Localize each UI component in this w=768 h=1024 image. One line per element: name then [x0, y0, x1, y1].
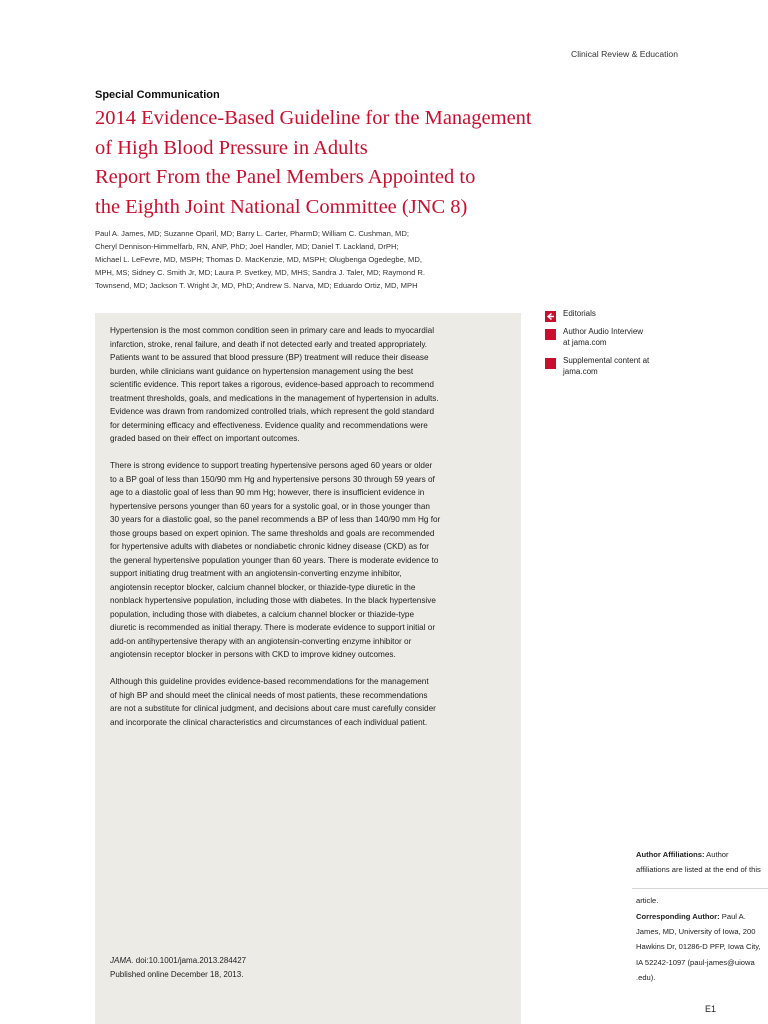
- abstract-line: nonblack hypertensive population, including those with diabetes. In the black hypertensive: [110, 596, 436, 605]
- author-line: Michael L. LeFevre, MD, MSPH; Thomas D. MacKenzie, MD, MSPH; Olugbenga Ogedegbe, MD,: [95, 255, 422, 265]
- abstract-line: treatment thresholds, goals, and medications in the management of hypertension in adults.: [110, 393, 439, 403]
- abstract-line: graded based on their effect on important outcomes.: [110, 434, 300, 443]
- title-line: Report From the Panel Members Appointed to: [95, 166, 476, 188]
- abstract-line: add-on antihypertensive therapy with an angiotensin-converting enzyme inhibitor or: [110, 636, 412, 646]
- doi-text[interactable]: doi:10.1001/jama.2013.284427: [133, 956, 247, 965]
- affil-label: Author Affiliations:: [636, 850, 705, 859]
- abstract-line: infarction, stroke, renal failure, and death if not detected early and treated appropriately.: [110, 339, 428, 349]
- supplement-icon: [545, 358, 556, 369]
- author-line: Cheryl Dennison-Himmelfarb, RN, ANP, PhD; Joel Handler, MD; Daniel T. Lackland, DrPH;: [95, 242, 399, 252]
- abstract-line: angiotensin receptor blocker in persons with CKD to improve kidney outcomes.: [110, 650, 396, 659]
- corr-email-line[interactable]: IA 52242-1097 (paul-james@uiowa: [636, 957, 755, 967]
- abstract-line: support initiating drug treatment with an angiotensin-converting enzyme inhibitor,: [110, 569, 402, 578]
- journal-section-label: Clinical Review & Education: [571, 49, 678, 59]
- title-line: 2014 Evidence-Based Guideline for the Management: [95, 107, 532, 129]
- doi-line: [110, 954, 246, 968]
- page-number: E1: [705, 1004, 717, 1014]
- affil-line: [636, 847, 768, 862]
- corr-label: Corresponding Author:: [636, 911, 720, 921]
- abstract-line: hypertensive persons younger than 60 years for a systolic goal, or in those younger than: [110, 501, 430, 511]
- abstract-line: population, including those with diabetes, a calcium channel blocker or thiazide-type: [110, 609, 415, 619]
- article-title: [95, 104, 615, 222]
- journal-name: JAMA.: [110, 956, 134, 965]
- abstract-line: burden, while clinicians want guidance on hypertension management using the best: [110, 366, 414, 376]
- author-line: MPH, MS; Sidney C. Smith Jr, MD; Laura P. Svetkey, MD, MHS; Sandra J. Taler, MD; Raymond R.: [95, 268, 426, 278]
- author-list: [95, 227, 495, 292]
- supplemental-content-link[interactable]: [545, 355, 705, 378]
- related-content-links: [545, 308, 705, 384]
- editorials-link[interactable]: [545, 308, 705, 320]
- abstract-paragraph-2: [110, 459, 516, 662]
- abstract-line: Patients want to be assured that blood pressure (BP) treatment will reduce their disease: [110, 353, 429, 362]
- editorials-label: Editorials: [563, 309, 596, 318]
- corr-text: Paul A.: [719, 911, 746, 921]
- title-line: the Eighth Joint National Committee (JNC 8): [95, 195, 468, 218]
- supplement-label: Supplemental content at: [563, 355, 650, 365]
- abstract-line: are not a substitute for clinical judgment, and decisions about care must carefully consider: [110, 704, 436, 713]
- author-audio-interview-link[interactable]: [545, 326, 705, 349]
- audio-label: at jama.com: [563, 338, 607, 347]
- abstract-line: 30 years for a diastolic goal, so the panel recommends a BP of less than 140/90 mm Hg for: [110, 515, 441, 524]
- published-date: Published online December 18, 2013.: [110, 969, 244, 979]
- affil-line: [636, 878, 768, 893]
- abstract-line: to a BP goal of less than 150/90 mm Hg and hypertensive persons 30 through 59 years of: [110, 474, 435, 484]
- arrow-left-icon: [545, 311, 556, 322]
- abstract-line: of high BP and should meet the clinical needs of most patients, these recommendations: [110, 690, 428, 700]
- abstract-line: and incorporate the clinical characteristics and circumstances of each individual patient.: [110, 717, 428, 727]
- author-affiliations: [636, 847, 768, 986]
- abstract-line: angiotensin receptor blocker, calcium channel blocker, or thiazide-type diuretic in the: [110, 582, 416, 592]
- corr-line: James, MD, University of Iowa, 200: [636, 927, 756, 937]
- corr-line: Hawkins Dr, 01286-D PFP, Iowa City,: [636, 942, 761, 952]
- author-line: Paul A. James, MD; Suzanne Oparil, MD; Barry L. Carter, PharmD; William C. Cushman, MD;: [95, 229, 409, 238]
- corr-line: [636, 909, 768, 924]
- abstract-paragraph-3: [110, 675, 516, 729]
- corr-line: .edu).: [636, 973, 656, 983]
- abstract-line: those groups based on expert opinion. The same thresholds and goals are recommended: [110, 528, 435, 538]
- supplement-label: jama.com: [563, 367, 598, 376]
- title-line: of High Blood Pressure in Adults: [95, 136, 368, 159]
- abstract-line: Hypertension is the most common condition seen in primary care and leads to myocardial: [110, 326, 435, 335]
- abstract-line: age to a diastolic goal of less than 90 mm Hg; however, there is insufficient evidence in: [110, 488, 425, 497]
- affil-line: affiliations are listed at the end of this: [636, 865, 761, 875]
- abstract-paragraph-1: [110, 324, 516, 446]
- abstract-line: There is strong evidence to support treating hypertensive persons aged 60 years or older: [110, 461, 433, 470]
- abstract-line: the general hypertensive population younger than 60 years. There is moderate evidence to: [110, 555, 439, 565]
- citation-block: [110, 954, 246, 981]
- abstract-line: scientific evidence. This report takes a rigorous, evidence-based approach to recommend: [110, 380, 434, 389]
- abstract-line: diuretic is recommended as initial therapy. There is moderate evidence to support initial or: [110, 623, 436, 632]
- abstract-line: for determining efficacy and effectiveness. Evidence quality and recommendations were: [110, 420, 428, 430]
- affil-line: article.: [636, 896, 659, 906]
- abstract-line: for hypertensive adults with diabetes or nondiabetic chronic kidney disease (CKD) as for: [110, 542, 430, 551]
- audio-icon: [545, 329, 556, 340]
- article-type-label: Special Communication: [95, 89, 220, 101]
- abstract-text: [110, 324, 516, 743]
- affil-text: Author: [704, 850, 729, 859]
- abstract-line: Although this guideline provides evidence-based recommendations for the management: [110, 677, 429, 686]
- abstract-line: Evidence was drawn from randomized controlled trials, which represent the gold standard: [110, 407, 435, 416]
- audio-label: Author Audio Interview: [563, 326, 644, 336]
- author-line: Townsend, MD; Jackson T. Wright Jr, MD, PhD; Andrew S. Narva, MD; Eduardo Ortiz, MD, MPH: [95, 281, 418, 291]
